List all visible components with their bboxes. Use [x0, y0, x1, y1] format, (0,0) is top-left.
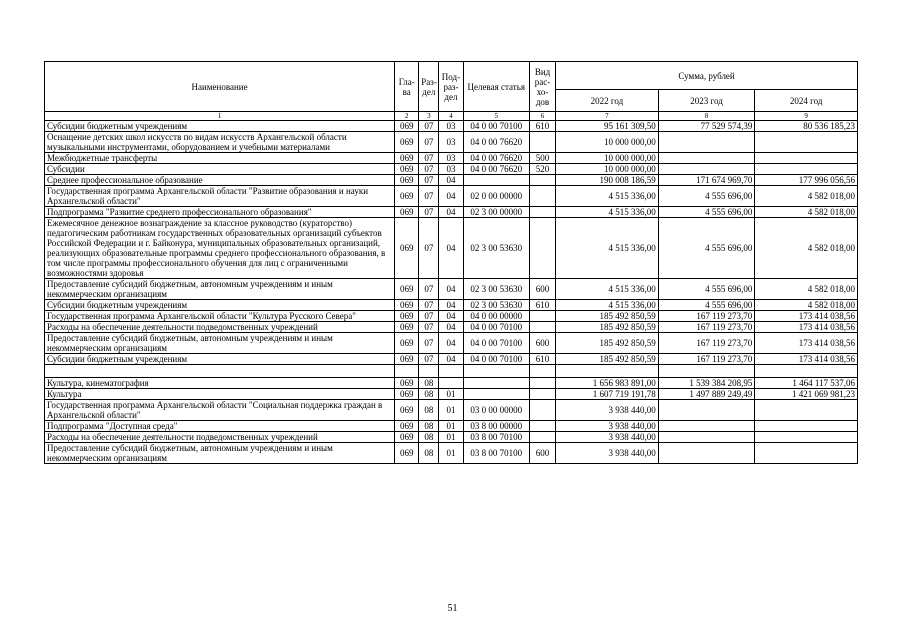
table-row	[45, 218, 858, 279]
table-row	[45, 354, 858, 365]
row-sum-2023	[658, 365, 755, 378]
row-name: Культура	[45, 389, 395, 400]
row-name: Среднее профессиональное образование	[45, 175, 395, 186]
row-chapter: 069	[395, 279, 419, 300]
row-expense-type	[529, 218, 555, 279]
row-sum-2022: 10 000 000,00	[556, 132, 659, 153]
row-subsection: 01	[439, 421, 463, 432]
table-row	[45, 186, 858, 207]
column-number: 2	[395, 112, 419, 121]
row-sum-2022: 4 515 336,00	[556, 207, 659, 218]
row-target-article: 04 0 00 70100	[463, 322, 529, 333]
table-row	[45, 311, 858, 322]
row-sum-2024: 4 582 018,00	[755, 279, 858, 300]
row-name: Субсидии	[45, 164, 395, 175]
column-number: 5	[463, 112, 529, 121]
row-chapter: 069	[395, 311, 419, 322]
row-section: 08	[419, 389, 439, 400]
row-expense-type	[529, 322, 555, 333]
row-sum-2023	[658, 153, 755, 164]
row-subsection: 04	[439, 279, 463, 300]
row-sum-2022: 4 515 336,00	[556, 300, 659, 311]
table-row	[45, 132, 858, 153]
row-chapter: 069	[395, 443, 419, 464]
row-subsection: 03	[439, 132, 463, 153]
row-sum-2022: 185 492 850,59	[556, 322, 659, 333]
row-sum-2022: 3 938 440,00	[556, 443, 659, 464]
page-number: 51	[447, 603, 458, 614]
row-sum-2023: 4 555 696,00	[658, 300, 755, 311]
row-sum-2023: 167 119 273,70	[658, 322, 755, 333]
row-subsection: 04	[439, 218, 463, 279]
row-sum-2023: 4 555 696,00	[658, 207, 755, 218]
table-row	[45, 421, 858, 432]
row-section: 07	[419, 300, 439, 311]
row-sum-2024: 1 464 117 537,06	[755, 378, 858, 389]
table-row	[45, 432, 858, 443]
row-sum-2022: 190 008 186,59	[556, 175, 659, 186]
header-year-2022: 2022 год	[556, 90, 659, 112]
row-chapter: 069	[395, 421, 419, 432]
row-expense-type: 610	[529, 300, 555, 311]
row-expense-type	[529, 400, 555, 421]
row-name: Межбюджетные трансферты	[45, 153, 395, 164]
row-chapter: 069	[395, 333, 419, 354]
row-chapter: 069	[395, 153, 419, 164]
row-sum-2024: 4 582 018,00	[755, 186, 858, 207]
row-chapter: 069	[395, 164, 419, 175]
row-name: Расходы на обеспечение деятельности подведомственных учреждений	[45, 432, 395, 443]
row-sum-2024	[755, 400, 858, 421]
table-row	[45, 333, 858, 354]
table-row	[45, 378, 858, 389]
row-section: 07	[419, 121, 439, 132]
table-row	[45, 164, 858, 175]
row-sum-2023: 4 555 696,00	[658, 279, 755, 300]
row-sum-2022: 4 515 336,00	[556, 186, 659, 207]
row-sum-2024: 173 414 038,56	[755, 311, 858, 322]
row-expense-type: 610	[529, 121, 555, 132]
column-number: 8	[658, 112, 755, 121]
row-name: Предоставление субсидий бюджетным, автономным учреждениям и иным некоммерческим организациям	[45, 333, 395, 354]
row-sum-2024	[755, 132, 858, 153]
row-sum-2024	[755, 421, 858, 432]
row-target-article: 04 0 00 76620	[463, 153, 529, 164]
row-sum-2023	[658, 432, 755, 443]
row-section: 07	[419, 279, 439, 300]
row-sum-2023	[658, 443, 755, 464]
row-sum-2024	[755, 443, 858, 464]
row-section: 08	[419, 421, 439, 432]
row-sum-2023: 1 497 889 249,49	[658, 389, 755, 400]
row-expense-type: 600	[529, 333, 555, 354]
table-row	[45, 365, 858, 378]
table-row	[45, 121, 858, 132]
row-sum-2022: 95 161 309,50	[556, 121, 659, 132]
row-chapter: 069	[395, 218, 419, 279]
header-podrazdel: Под-раз-дел	[439, 62, 463, 112]
row-sum-2023	[658, 132, 755, 153]
row-target-article: 03 0 00 00000	[463, 400, 529, 421]
row-expense-type: 610	[529, 354, 555, 365]
row-sum-2023	[658, 400, 755, 421]
row-name: Государственная программа Архангельской области "Развитие образования и науки Архангельской области"	[45, 186, 395, 207]
row-subsection: 04	[439, 175, 463, 186]
row-target-article: 04 0 00 70100	[463, 333, 529, 354]
row-expense-type	[529, 132, 555, 153]
table-row	[45, 175, 858, 186]
row-section: 07	[419, 354, 439, 365]
row-sum-2024	[755, 153, 858, 164]
row-expense-type	[529, 186, 555, 207]
row-target-article: 04 0 00 00000	[463, 311, 529, 322]
row-section: 08	[419, 443, 439, 464]
row-name: Подпрограмма "Развитие среднего профессионального образования"	[45, 207, 395, 218]
row-target-article: 02 3 00 53630	[463, 300, 529, 311]
table-row	[45, 389, 858, 400]
row-expense-type	[529, 365, 555, 378]
row-sum-2024: 177 996 056,56	[755, 175, 858, 186]
row-subsection: 03	[439, 121, 463, 132]
row-subsection	[439, 378, 463, 389]
row-subsection: 01	[439, 389, 463, 400]
row-target-article: 03 8 00 00000	[463, 421, 529, 432]
row-section: 07	[419, 207, 439, 218]
row-expense-type: 500	[529, 153, 555, 164]
row-target-article: 04 0 00 70100	[463, 121, 529, 132]
row-name: Субсидии бюджетным учреждениям	[45, 300, 395, 311]
row-name: Субсидии бюджетным учреждениям	[45, 121, 395, 132]
row-section: 07	[419, 186, 439, 207]
row-sum-2022: 1 607 719 191,78	[556, 389, 659, 400]
table-row	[45, 279, 858, 300]
row-target-article	[463, 378, 529, 389]
row-sum-2024	[755, 365, 858, 378]
table-row	[45, 443, 858, 464]
row-name	[45, 365, 395, 378]
column-number: 7	[556, 112, 659, 121]
row-sum-2024: 173 414 038,56	[755, 333, 858, 354]
row-sum-2022: 3 938 440,00	[556, 432, 659, 443]
row-sum-2024: 4 582 018,00	[755, 300, 858, 311]
row-target-article	[463, 175, 529, 186]
row-sum-2023: 4 555 696,00	[658, 218, 755, 279]
row-name: Предоставление субсидий бюджетным, автономным учреждениям и иным некоммерческим организациям	[45, 279, 395, 300]
row-chapter: 069	[395, 175, 419, 186]
row-section: 07	[419, 164, 439, 175]
row-section: 07	[419, 333, 439, 354]
row-expense-type: 600	[529, 279, 555, 300]
row-sum-2023: 167 119 273,70	[658, 333, 755, 354]
row-sum-2022: 3 938 440,00	[556, 400, 659, 421]
row-sum-2023: 167 119 273,70	[658, 354, 755, 365]
row-chapter: 069	[395, 378, 419, 389]
table-body	[45, 121, 858, 464]
row-sum-2022: 185 492 850,59	[556, 354, 659, 365]
row-name: Государственная программа Архангельской области "Культура Русского Севера"	[45, 311, 395, 322]
row-expense-type	[529, 432, 555, 443]
column-number-row	[45, 112, 858, 121]
header-year-2023: 2023 год	[658, 90, 755, 112]
row-expense-type	[529, 311, 555, 322]
row-section: 07	[419, 153, 439, 164]
row-subsection	[439, 365, 463, 378]
header-year-2024: 2024 год	[755, 90, 858, 112]
header-target-article: Целевая статья	[463, 62, 529, 112]
row-name: Субсидии бюджетным учреждениям	[45, 354, 395, 365]
row-chapter: 069	[395, 121, 419, 132]
row-subsection: 04	[439, 207, 463, 218]
table-row	[45, 300, 858, 311]
row-sum-2022: 185 492 850,59	[556, 333, 659, 354]
row-section: 07	[419, 132, 439, 153]
row-expense-type: 600	[529, 443, 555, 464]
row-subsection: 04	[439, 311, 463, 322]
row-chapter: 069	[395, 300, 419, 311]
row-chapter: 069	[395, 207, 419, 218]
row-chapter: 069	[395, 400, 419, 421]
header-name: Наименование	[45, 62, 395, 112]
row-sum-2022	[556, 365, 659, 378]
row-subsection: 01	[439, 432, 463, 443]
row-sum-2022: 10 000 000,00	[556, 153, 659, 164]
row-sum-2024: 80 536 185,23	[755, 121, 858, 132]
row-sum-2024: 4 582 018,00	[755, 207, 858, 218]
row-sum-2024: 173 414 038,56	[755, 354, 858, 365]
row-target-article: 02 3 00 53630	[463, 279, 529, 300]
row-subsection: 04	[439, 333, 463, 354]
row-sum-2022: 10 000 000,00	[556, 164, 659, 175]
row-subsection: 04	[439, 300, 463, 311]
row-expense-type	[529, 378, 555, 389]
row-target-article	[463, 365, 529, 378]
row-sum-2023	[658, 164, 755, 175]
row-sum-2022: 1 656 983 891,00	[556, 378, 659, 389]
row-name: Государственная программа Архангельской области "Социальная поддержка граждан в Архангельской области"	[45, 400, 395, 421]
table-row	[45, 153, 858, 164]
row-target-article: 02 3 00 00000	[463, 207, 529, 218]
table-row	[45, 322, 858, 333]
row-subsection: 01	[439, 443, 463, 464]
row-chapter: 069	[395, 389, 419, 400]
row-target-article	[463, 389, 529, 400]
row-section: 08	[419, 400, 439, 421]
row-section: 07	[419, 175, 439, 186]
row-subsection: 04	[439, 322, 463, 333]
row-sum-2024: 173 414 038,56	[755, 322, 858, 333]
row-name: Подпрограмма "Доступная среда"	[45, 421, 395, 432]
row-section: 07	[419, 322, 439, 333]
row-name: Предоставление субсидий бюджетным, автономным учреждениям и иным некоммерческим организациям	[45, 443, 395, 464]
row-name: Ежемесячное денежное вознаграждение за классное руководство (кураторство) педагогическим работникам государственных образовательных организаций субъектов Российской Федерации и г. Байконура, муниципальных образовательных организаций, реализующих образовательные программы среднего профессионального образования, в том числе программы профессионального обучения для лиц с ограниченными возможностями здоровья	[45, 218, 395, 279]
row-subsection: 04	[439, 186, 463, 207]
column-number: 3	[419, 112, 439, 121]
row-target-article: 03 8 00 70100	[463, 432, 529, 443]
row-expense-type	[529, 389, 555, 400]
row-target-article: 03 8 00 70100	[463, 443, 529, 464]
row-sum-2022: 3 938 440,00	[556, 421, 659, 432]
header-sum: Сумма, рублей	[556, 62, 858, 90]
row-sum-2024	[755, 164, 858, 175]
column-number: 1	[45, 112, 395, 121]
row-subsection: 03	[439, 164, 463, 175]
row-expense-type	[529, 207, 555, 218]
row-section: 08	[419, 378, 439, 389]
row-expense-type	[529, 175, 555, 186]
row-chapter: 069	[395, 132, 419, 153]
row-chapter: 069	[395, 322, 419, 333]
row-section: 07	[419, 218, 439, 279]
row-name: Оснащение детских школ искусств по видам искусств Архангельской области музыкальными инструментами, оборудованием и учебными материалами	[45, 132, 395, 153]
row-subsection: 03	[439, 153, 463, 164]
row-sum-2023: 77 529 574,39	[658, 121, 755, 132]
header-razdel: Раз-дел	[419, 62, 439, 112]
row-target-article: 02 0 00 00000	[463, 186, 529, 207]
row-sum-2023: 171 674 969,70	[658, 175, 755, 186]
table-row	[45, 400, 858, 421]
column-number: 4	[439, 112, 463, 121]
row-chapter: 069	[395, 432, 419, 443]
row-target-article: 02 3 00 53630	[463, 218, 529, 279]
row-sum-2024	[755, 432, 858, 443]
row-chapter	[395, 365, 419, 378]
row-sum-2022: 4 515 336,00	[556, 279, 659, 300]
row-target-article: 04 0 00 76620	[463, 164, 529, 175]
row-name: Расходы на обеспечение деятельности подведомственных учреждений	[45, 322, 395, 333]
row-section: 07	[419, 311, 439, 322]
column-number: 9	[755, 112, 858, 121]
budget-table	[44, 61, 858, 464]
row-target-article: 04 0 00 70100	[463, 354, 529, 365]
row-sum-2023: 1 539 384 208,95	[658, 378, 755, 389]
row-subsection: 01	[439, 400, 463, 421]
row-section	[419, 365, 439, 378]
row-sum-2023: 167 119 273,70	[658, 311, 755, 322]
row-sum-2022: 185 492 850,59	[556, 311, 659, 322]
row-sum-2023: 4 555 696,00	[658, 186, 755, 207]
row-sum-2024: 4 582 018,00	[755, 218, 858, 279]
row-expense-type	[529, 421, 555, 432]
row-sum-2023	[658, 421, 755, 432]
table-row	[45, 207, 858, 218]
column-number: 6	[529, 112, 555, 121]
row-section: 08	[419, 432, 439, 443]
row-chapter: 069	[395, 354, 419, 365]
row-expense-type: 520	[529, 164, 555, 175]
row-chapter: 069	[395, 186, 419, 207]
header-expense-type: Вид рас-хо-дов	[529, 62, 555, 112]
row-sum-2022: 4 515 336,00	[556, 218, 659, 279]
row-target-article: 04 0 00 76620	[463, 132, 529, 153]
row-subsection: 04	[439, 354, 463, 365]
row-name: Культура, кинематография	[45, 378, 395, 389]
row-sum-2024: 1 421 069 981,23	[755, 389, 858, 400]
header-glava: Гла-ва	[395, 62, 419, 112]
